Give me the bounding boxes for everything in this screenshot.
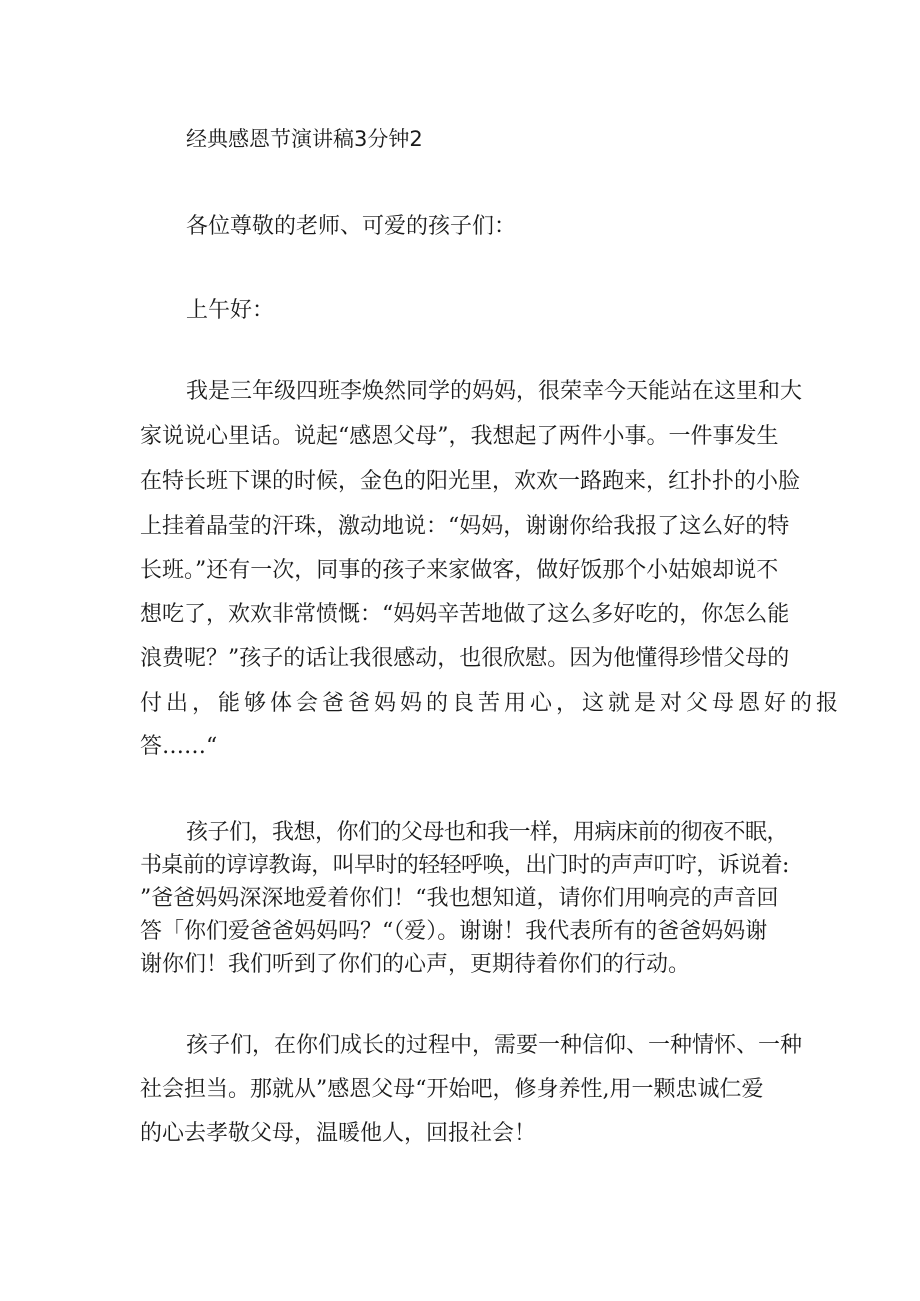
paragraph-line: 我是三年级四班李焕然同学的妈妈，很荣幸今天能站在这里和大	[186, 379, 803, 404]
paragraph-line: 书桌前的谆谆教诲，叫早时的轻轻呼唤，出门时的声声叮咛，诉说着:	[140, 853, 789, 878]
paragraph-line: 孩子们，我想，你们的父母也和我一样，用病床前的彻夜不眠，	[186, 820, 789, 845]
paragraph-line: 长班。”还有一次，同事的孩子来家做客，做好饭那个小姑娘却说不	[140, 558, 779, 583]
paragraph-line: 社会担当。那就从”感恩父母“开始吧，修身养性,用一颗忠诚仁爱	[140, 1077, 764, 1102]
document-title: 经典感恩节演讲稿3分钟2	[186, 127, 423, 151]
paragraph-line: 浪费呢？”孩子的话让我很感动，也很欣慰。因为他懂得珍惜父母的	[140, 646, 790, 671]
salutation: 各位尊敬的老师、可爱的孩子们：	[186, 214, 517, 239]
paragraph-line: 答「你们爱爸爸妈妈吗？“（爱）。谢谢！我代表所有的爸爸妈妈谢	[140, 919, 768, 944]
paragraph-line: 孩子们，在你们成长的过程中，需要一种信仰、一种情怀、一种	[186, 1033, 803, 1058]
paragraph-line: 上挂着晶莹的汗珠，激动地说：“妈妈，谢谢你给我报了这么好的特	[140, 514, 790, 539]
paragraph-line: 付出，能够体会爸爸妈妈的良苦用心，这就是对父母恩好的报	[140, 691, 843, 716]
paragraph-line: ”爸爸妈妈深深地爱着你们！“我也想知道，请你们用响亮的声音回	[140, 886, 779, 911]
paragraph-line: 想吃了，欢欢非常愤慨：“妈妈辛苦地做了这么多好吃的，你怎么能	[140, 602, 790, 627]
paragraph-line: 答……“	[140, 734, 218, 759]
paragraph-line: 家说说心里话。说起“感恩父母”，我想起了两件小事。一件事发生	[140, 424, 779, 449]
greeting: 上午好：	[186, 298, 275, 323]
paragraph-line: 在特长班下课的时候，金色的阳光里，欢欢一路跑来，红扑扑的小脸	[140, 469, 801, 494]
paragraph-line: 谢你们！我们听到了你们的心声，更期待着你们的行动。	[140, 952, 691, 977]
paragraph-line: 的心去孝敬父母，温暖他人，回报社会！	[140, 1121, 537, 1146]
